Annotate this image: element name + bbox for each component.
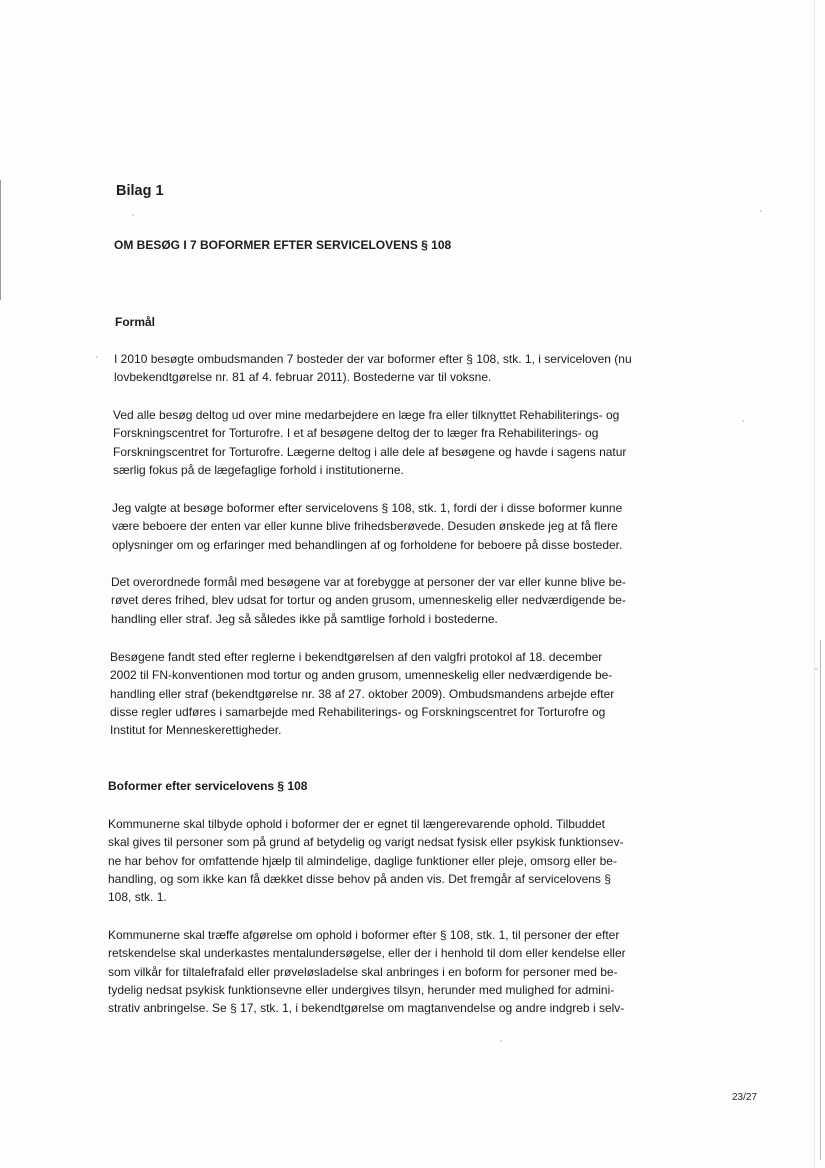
text-line: røvet deres frihed, blev udsat for tortur og anden grusom, umenneskelig eller nedværdigende be- — [111, 593, 626, 608]
text-line: handling, og som ikke kan få dækket disse behov på anden vis. Det fremgår af servicelovens § — [108, 871, 611, 886]
document-subtitle: OM BESØG I 7 BOFORMER EFTER SERVICELOVENS § 108 — [114, 238, 452, 252]
scan-speck — [132, 214, 134, 216]
text-line: særlig fokus på de lægefaglige forhold i institutionerne. — [113, 462, 404, 477]
text-line: skal gives til personer som på grund af betydelig og varigt nedsat fysisk eller psykisk funktionsev- — [108, 835, 624, 850]
paragraph — [108, 926, 688, 1017]
text-line: Besøgene fandt sted efter reglerne i bekendtgørelsen af den valgfri protokol af 18. december — [110, 650, 603, 664]
paragraph — [110, 648, 690, 739]
text-line: Institut for Menneskerettigheder. — [110, 723, 282, 738]
scan-edge-mark — [820, 640, 821, 1160]
section-heading-formaal: Formål — [115, 315, 156, 329]
text-line: disse regler udføres i samarbejde med Rehabiliterings- og Forskningscentret for Torturofre og — [110, 704, 606, 719]
text-line: 108, stk. 1. — [108, 890, 167, 905]
text-line: retskendelse skal underkastes mentalundersøgelse, eller der i henhold til dom eller kendelse eller — [108, 946, 626, 961]
text-line: strativ anbringelse. Se § 17, stk. 1, i bekendtgørelse om magtanvendelse og andre indgreb i selv- — [108, 1001, 625, 1016]
text-line: I 2010 besøgte ombudsmanden 7 bosteder der var boformer efter § 108, stk. 1, i serviceloven (nu — [114, 352, 632, 366]
text-line: Forskningscentret for Torturofre. I et af besøgene deltog der to læger fra Rehabiliterings- og — [113, 426, 599, 441]
scan-speck — [742, 420, 744, 422]
paragraph — [114, 350, 694, 387]
text-line: handling eller straf (bekendtgørelse nr. 38 af 27. oktober 2009). Ombudsmandens arbejde efter — [110, 686, 615, 701]
scan-speck — [760, 210, 762, 212]
section-heading-boformer: Boformer efter servicelovens § 108 — [108, 779, 308, 793]
text-line: 2002 til FN-konventionen mod tortur og anden grusom, umenneskelig eller nedværdigende be- — [110, 668, 613, 683]
scan-edge-mark — [814, 0, 815, 1168]
scan-edge-mark — [0, 180, 1, 300]
scan-speck — [500, 1040, 502, 1042]
document-title: Bilag 1 — [116, 183, 164, 199]
text-line: oplysninger om og erfaringer med behandlingen af og forholdene for beboere på disse bosteder. — [112, 537, 623, 552]
paragraph — [112, 499, 692, 554]
text-line: Det overordnede formål med besøgene var at forebygge at personer der var eller kunne blive be- — [111, 575, 626, 589]
scan-speck — [96, 356, 98, 358]
text-line: som vilkår for tiltalefrafald eller prøveløsladelse skal anbringes i en boform for personer med be- — [108, 964, 618, 979]
page-number: 23/27 — [732, 1092, 758, 1103]
text-line: ne har behov for omfattende hjælp til almindelige, daglige funktioner eller pleje, omsorg eller be- — [108, 853, 617, 868]
text-line: være beboere der enten var eller kunne blive frihedsberøvede. Desuden ønskede jeg at få flere — [112, 519, 618, 534]
text-line: lovbekendtgørelse nr. 81 af 4. februar 2011). Bostederne var til voksne. — [114, 370, 492, 385]
text-line: Ved alle besøg deltog ud over mine medarbejdere en læge fra eller tilknyttet Rehabiliterings- og — [113, 408, 620, 422]
paragraph — [111, 573, 691, 628]
text-line: Forskningscentret for Torturofre. Lægerne deltog i alle dele af besøgene og havde i sagens natur — [113, 444, 627, 459]
text-line: Kommunerne skal træffe afgørelse om ophold i boformer efter § 108, stk. 1, til personer der efter — [108, 928, 620, 942]
text-line: tydelig nedsat psykisk funktionsevne eller undergives tilsyn, herunder med mulighed for admini- — [108, 982, 615, 997]
paragraph — [108, 815, 688, 906]
paragraph — [113, 406, 693, 479]
scan-speck — [815, 668, 817, 670]
text-line: handling eller straf. Jeg så således ikke på samtlige forhold i bostederne. — [111, 611, 498, 626]
text-line: Jeg valgte at besøge boformer efter servicelovens § 108, stk. 1, fordi der i disse boformer kunne — [112, 501, 623, 515]
text-line: Kommunerne skal tilbyde ophold i boformer der er egnet til længerevarende ophold. Tilbuddet — [108, 817, 605, 831]
